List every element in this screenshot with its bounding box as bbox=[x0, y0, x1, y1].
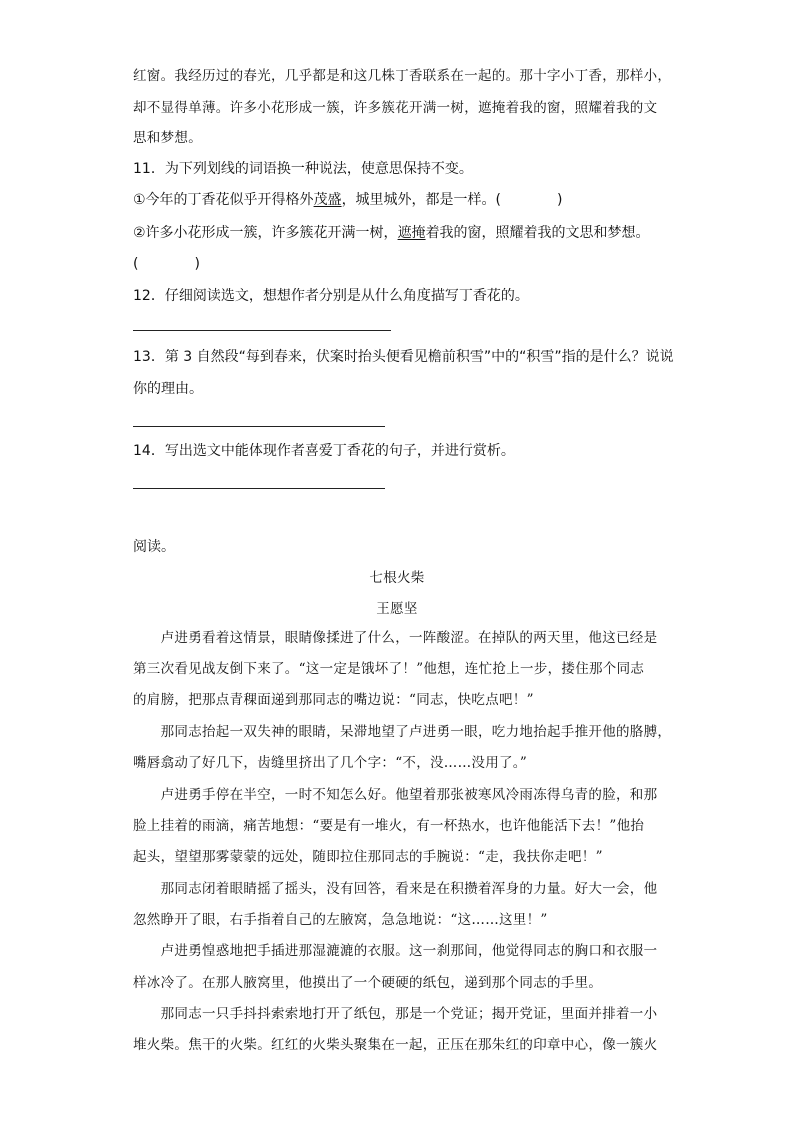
q11-item2-underlined: 遮掩 bbox=[397, 225, 426, 241]
passage2-line-1: 卢进勇看着这情景，眼睛像揉进了什么，一阵酸涩。在掉队的两天里，他这已经是 bbox=[133, 630, 658, 646]
question-11-stem: 11．为下列划线的词语换一种说法，使意思保持不变。 bbox=[133, 161, 473, 177]
passage2-line-10: 忽然睁开了眼，右手指着自己的左腋窝，急急地说：“这……这里！” bbox=[133, 912, 548, 928]
passage2-line-9: 那同志闭着眼睛摇了摇头，没有回答，看来是在积攒着浑身的力量。好大一会，他 bbox=[133, 881, 658, 897]
question-12: 12．仔细阅读选文，想想作者分别是从什么角度描写丁香花的。 bbox=[133, 288, 529, 304]
article-author: 王愿坚 bbox=[376, 601, 418, 617]
passage2-line-8: 起头，望望那雾蒙蒙的远处，随即拉住那同志的手腕说：“走，我扶你走吧！” bbox=[133, 849, 603, 865]
passage2-line-5: 嘴唇翕动了好几下，齿缝里挤出了几个字：“不，没……没用了。” bbox=[133, 755, 528, 771]
question-13-line-1: 13．第 3 自然段“每到春来，伏案时抬头便看见檐前积雪”中的“积雪”指的是什么？说说 bbox=[133, 349, 674, 365]
passage2-line-11: 卢进勇惶惑地把手插进那湿漉漉的衣服。这一刹那间，他觉得同志的胸口和衣服一 bbox=[133, 943, 658, 959]
passage2-line-2: 第三次看见战友倒下来了。“这一定是饿坏了！”他想，连忙抢上一步，搂住那个同志 bbox=[133, 661, 645, 677]
question-11-item-2 bbox=[133, 223, 650, 243]
passage1-line-1: 红窗。我经历过的春光，几乎都是和这几株丁香联系在一起的。那十字小丁香，那样小， bbox=[133, 68, 672, 84]
q11-item2-post: 着我的窗，照耀着我的文思和梦想。 bbox=[425, 225, 650, 241]
passage2-line-13: 那同志一只手抖抖索索地打开了纸包，那是一个党证；揭开党证，里面并排着一小 bbox=[133, 1006, 658, 1022]
passage2-line-3: 的肩膀，把那点青稞面递到那同志的嘴边说：“同志，快吃点吧！” bbox=[133, 692, 534, 708]
passage2-line-14: 堆火柴。焦干的火柴。红红的火柴头聚集在一起，正压在那朱红的印章中心，像一簇火 bbox=[133, 1037, 658, 1053]
reading-label: 阅读。 bbox=[133, 539, 175, 555]
passage1-line-3: 思和梦想。 bbox=[133, 130, 202, 146]
question-14: 14．写出选文中能体现作者喜爱丁香花的句子，并进行赏析。 bbox=[133, 443, 515, 459]
q11-item1-pre: ①今年的丁香花似乎开得格外 bbox=[133, 192, 314, 208]
q11-item1-post: ，城里城外，都是一样。( ) bbox=[341, 192, 563, 208]
passage2-line-4: 那同志抬起一双失神的眼睛，呆滞地望了卢进勇一眼，吃力地抬起手推开他的胳膊， bbox=[133, 724, 672, 740]
q14-answer-line[interactable] bbox=[133, 488, 385, 489]
q13-answer-line[interactable] bbox=[133, 426, 385, 427]
q12-answer-line[interactable] bbox=[133, 330, 391, 331]
q11-item1-underlined: 茂盛 bbox=[313, 192, 342, 208]
passage2-line-7: 脸上挂着的雨滴，痛苦地想：“要是有一堆火，有一杯热水，也许他能活下去！”他抬 bbox=[133, 818, 645, 834]
passage2-line-6: 卢进勇手停在半空，一时不知怎么好。他望着那张被寒风冷雨冻得乌青的脸，和那 bbox=[133, 787, 658, 803]
article-title: 七根火柴 bbox=[369, 570, 425, 586]
q11-item2-pre: ②许多小花形成一簇，许多簇花开满一树， bbox=[133, 225, 398, 241]
q11-item2-answer-paren: ( ) bbox=[133, 256, 200, 272]
passage2-line-12: 样冰冷了。在那人腋窝里，他摸出了一个硬硬的纸包，递到那个同志的手里。 bbox=[133, 975, 603, 991]
passage1-line-2: 却不显得单薄。许多小花形成一簇，许多簇花开满一树，遮掩着我的窗，照耀着我的文 bbox=[133, 100, 658, 116]
question-13-line-2: 你的理由。 bbox=[133, 381, 203, 397]
question-11-item-1 bbox=[133, 190, 563, 210]
